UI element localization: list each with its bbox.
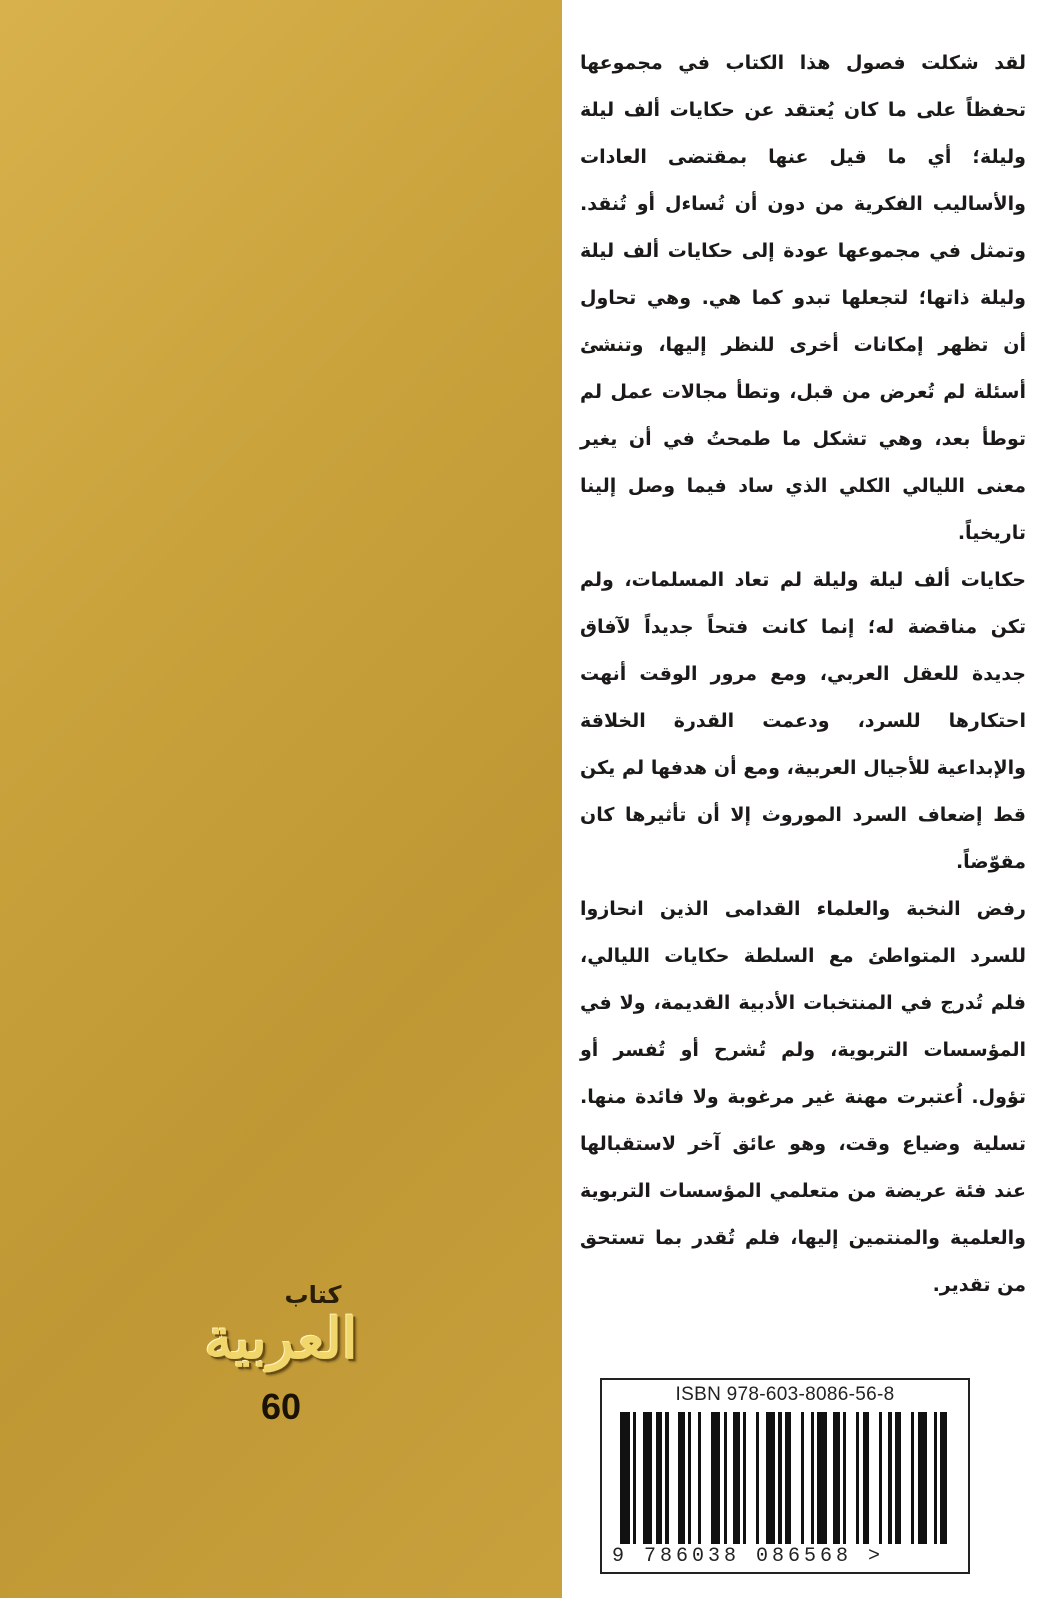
isbn-barcode bbox=[600, 1378, 970, 1574]
blurb-paragraph-3: رفض النخبة والعلماء القدامى الذين انحازوا للسرد المتواطئ مع السلطة حكايات الليالي، فلم تُدرج في المنتخبات الأدبية القديمة، ولا في المؤسسات التربوية، ولم تُشرح أو تُفسر أو تؤول. اُعتبرت مهنة غير مرغوبة ولا فائدة منها. تسلية وضياع وقت، وهو عائق آخر لاستقبالها عند فئة عريضة من متعلمي المؤسسات التربوية والعلمية والمنتمين إليها، فلم تُقدر بما تستحق من تقدير. bbox=[580, 898, 1026, 1296]
barcode-bar bbox=[846, 1412, 856, 1544]
issue-number: 60 bbox=[260, 1386, 302, 1427]
barcode-bar bbox=[869, 1412, 879, 1544]
barcode-bar bbox=[901, 1412, 911, 1544]
barcode-bar bbox=[947, 1412, 950, 1544]
blurb-text bbox=[580, 40, 1026, 1309]
brand-logo: العربية bbox=[204, 1306, 358, 1372]
barcode-bar bbox=[817, 1412, 827, 1544]
barcode-bar bbox=[918, 1412, 928, 1544]
isbn-label: ISBN 978-603-8086-56-8 bbox=[675, 1384, 895, 1405]
barcode-bar bbox=[701, 1412, 711, 1544]
barcode-bar bbox=[766, 1412, 776, 1544]
barcode-bar bbox=[711, 1412, 721, 1544]
barcode-bar bbox=[746, 1412, 756, 1544]
barcode-bar bbox=[620, 1412, 630, 1544]
blurb-paragraph-1: لقد شكلت فصول هذا الكتاب في مجموعها تحفظاً على ما كان يُعتقد عن حكايات ألف ليلة وليلة؛ أي ما قيل عنها بمقتضى العادات والأساليب الفكرية من دون أن تُساءل أو تُنقد. وتمثل في مجموعها عودة إلى حكايات ألف ليلة وليلة ذاتها؛ لتجعلها تبدو كما هي. وهي تحاول أن تظهر إمكانات أخرى للنظر إليها، وتنشئ أسئلة لم تُعرض من قبل، وتطأ مجالات عمل لم توطأ بعد، وهي تشكل ما طمحتُ في أن يغير معنى الليالي الكلي الذي ساد فيما وصل إلينا تاريخياً. bbox=[580, 52, 1026, 544]
barcode-bar bbox=[791, 1412, 801, 1544]
brand-top-word: كتاب bbox=[284, 1281, 342, 1309]
barcode-digits: 9 786038 086568 > bbox=[612, 1545, 885, 1568]
barcode-bar bbox=[643, 1412, 653, 1544]
barcode-bars bbox=[620, 1412, 950, 1544]
text-panel bbox=[562, 0, 1044, 1598]
blurb-paragraph-2: حكايات ألف ليلة وليلة لم تعاد المسلمات، ولم تكن مناقضة له؛ إنما كانت فتحاً جديداً لآفاق جديدة للعقل العربي، ومع مرور الوقت أنهت احتكارها للسرد، ودعمت القدرة الخلاقة والإبداعية للأجيال العربية، ومع أن هدفها لم يكن قط إضعاف السرد الموروث إلا أن تأثيرها كان مقوّضاً. bbox=[580, 569, 1026, 873]
barcode-bar bbox=[669, 1412, 679, 1544]
publisher-brand bbox=[0, 1283, 562, 1425]
